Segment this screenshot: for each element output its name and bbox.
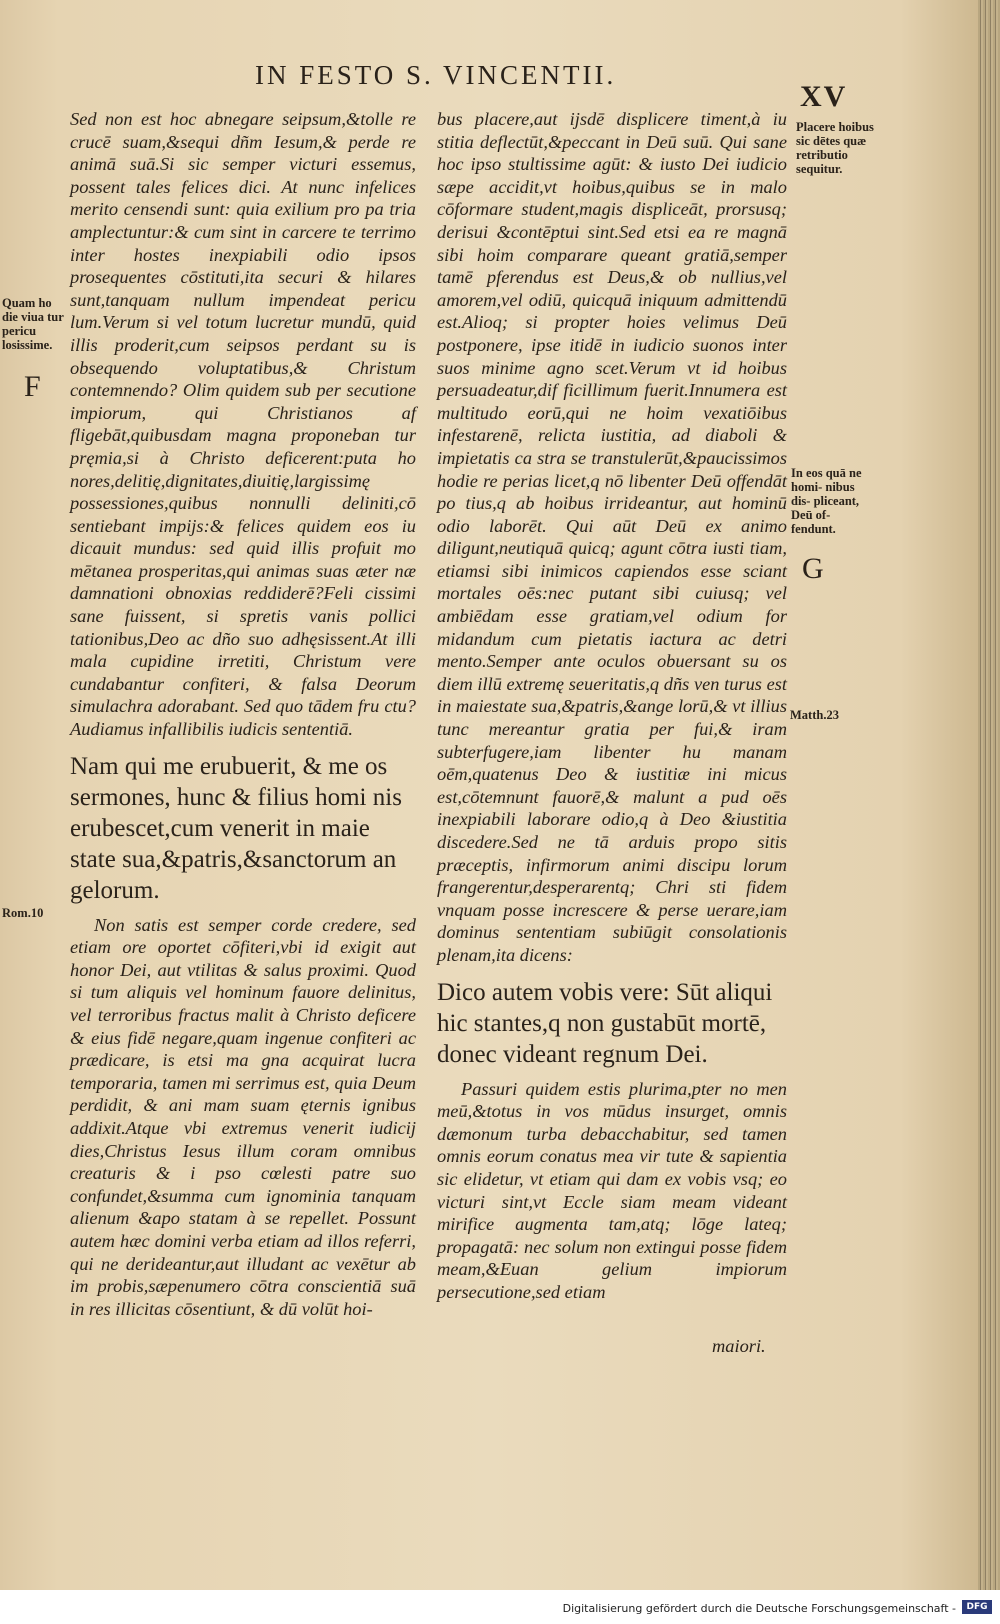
margin-note-right-1: Placere hoibus sic dētes quæ retributio sequitur. bbox=[796, 120, 874, 176]
margin-note-left-1: Quam ho die viua tur pericu losissime. bbox=[2, 296, 64, 352]
left-column bbox=[70, 108, 416, 1320]
margin-letter-f: F bbox=[24, 370, 41, 403]
dfg-logo: DFG bbox=[962, 1600, 992, 1614]
margin-note-right-3: Matth.23 bbox=[790, 708, 839, 722]
left-scripture: Nam qui me erubuerit, & me os sermones, hunc & filius homi nis erubescet,cum venerit in maie state sua,&patris,&sanctorum an gelorum. bbox=[70, 752, 402, 904]
catchword: maiori. bbox=[712, 1336, 766, 1356]
margin-note-left-2: Rom.10 bbox=[2, 906, 44, 920]
right-column bbox=[437, 108, 787, 1304]
right-paragraph: bus placere,aut ijsdē displicere timent,à iu stitia deflectūt,&peccant in Deū suū. Qui sane hoc ipso stultissime agūt: & iusto Dei iudicio sæpe accidit,vt hoibus,quibus se in malo cōformare student,magis displiceāt, prorsusq; derisui &contēptui sint.Sed etsi ea re magnā sibi hoim comparare queant gratiā,semper tamē pferendus est Deus,& ob nullius,vel amorem,vel odiū, quicquā iniquum admittendū est.Alioq; si propter hoies velimus Deū postponere, ipse itidē in iudicio suonos inter suos minime agno scet.Verum vt id hoibus persuadeatur,dif ficillimum fuerit.Innumera est multitudo eorū,qui ne hoim vexatiōibus infestarenē, relicta iustitia, ad diaboli & impietatis ca stra se transtulerūt,&paucissimos hodie re perias licet,q nō libenter Deū offendāt po tius,q ab hoibus irrideantur, aut hominū odio laborēt. Qui aūt Deū ex animo diligunt,neutiquā quicq; agunt cōtra iusti tiam, etiamsi sibi inimicos capiendos esse sciant mortales oēs:nec putant sibi cuiusq; vel ambiēdam esse gratiam,vel odium for midandum cum pietatis iactura ac detri mento.Semper ante oculos obuersant su os diem illū extremę seueritatis,q dñs ven turus est in maiestate sua,&patris,&ange lorū,& vt illius tunc mereantur gratia per fui,& iram subterfugere,iam libenter hu manam oēm,quatenus Deo & iustitiæ ini micus est,cōtemnunt fauorē,& malunt a pud oēs inexpiabili laborare odio,q à Deo &iustitia discedere.Sed ne tā arduis propo sitis præceptis, infirmorum animi discipu lorum frangerentur,desperarentq; Chri sti fidem vnquam posse increscere & perse uerare,iam dominus sententiam subiūgit consolationis plenam,ita dicens: bbox=[437, 109, 787, 965]
right-scripture: Dico autem vobis vere: Sūt aliqui hic stantes,q non gustabūt mortē, donec videant regnum Dei. bbox=[437, 978, 773, 1068]
funding-credit: Digitalisierung gefördert durch die Deutsche Forschungsgemeinschaft - bbox=[562, 1602, 956, 1615]
right-paragraph-after: Passuri quidem estis plurima,pter no men meū,&totus in vos mūdus insurget, omnis dæmonum turba debacchabitur, sed tamen omnis eorum conatus mea vir tute & sapientia sic elidetur, vt etiam qui dam ex vobis vsq; eo victuri sint,vt Eccle siam meam videant mirifice augmenta tam,atq; lōge lateq; propagatā: nec solum non extingui posse fidem meam,&Euan gelium impiorum persecutione,sed etiam bbox=[437, 1078, 787, 1302]
left-paragraph-after: Non satis est semper corde credere, sed etiam ore oportet cōfiteri,vbi id exigit aut honor Dei, aut vtilitas & salus proximi. Quod si tum aliquis vel hominum fauore delinitus, vel terroribus fractus malit à Christo deficere & eius fidē negare,quam ingenue confiteri ac prædicare, is etsi ma gna acquirat lucra temporaria, tamen mi serrimus est, quia Deum perdidit, & ani mam suam ęternis ignibus addixit.Atque vbi extremus venerit iudicij dies,Christus Iesus illum coram omnibus creaturis & i pso cœlesti patre suo confundet,&summa cum ignominia tanquam alienum &apo statam à se repellet. Possunt autem hæc domini verba etiam ad illos referri, qui ne derideantur,aut illudant ac vexētur ab im probis,sæpenumero cōtra conscientiā suā in res illicitas cōsentiunt, & dū volūt hoi- bbox=[70, 914, 416, 1319]
running-title: IN FESTO S. VINCENTII. bbox=[255, 60, 617, 90]
footer-bar bbox=[0, 1590, 1000, 1624]
left-paragraph: Sed non est hoc abnegare seipsum,&tolle re crucē suam,&sequi dñm Iesum,& perde re animā suā.Si sic semper victuri essemus, possent tales felices dici. At nunc infelices merito censendi sunt: quia exilium pro pa tria amplectuntur:& cum sint in carcere te terrimo inter hostes inexpiabili odio ipsos prosequentes cōstituti,ita securi & hilares sunt,tanquam nullum impendeat pericu lum.Verum si vel totum lucretur mundū, quid illis proderit,cum seipsos perdant su is obsequendo voluptatibus,& Christum contemnendo? Olim quidem sub per secutione impiorum, qui Christianos af fligebāt,quibusdam magna proponeban tur pręmia,si à Christo deficerent:puta ho nores,delitię,dignitates,diuitię,largissimę possessiones,quibus nonnulli deliniti,cō sentiebant impijs:& felices quidem eos iu dicauit mundus: sed quid illis profuit mo mētanea prosperitas,qui animas suas æter næ damnationi obnoxias reddiderē?Feli cissimi sane fuissent, si spretis vanis pollici tationibus,Deo ac dño suo adhęsissent.At illi mala cupidine irretiti, Christum vere cundabantur confiteri, & falsa Deorum simulachra adorabant. Sed quo tādem fru ctu?Audiamus infallibilis iudicis sententiā. bbox=[70, 109, 416, 740]
margin-note-right-2: In eos quā ne homi- nibus dis- pliceant, Deū of- fendunt. bbox=[791, 466, 862, 536]
margin-letter-g: G bbox=[802, 552, 824, 585]
page-edge bbox=[978, 0, 1000, 1590]
folio-number: XV bbox=[800, 80, 848, 113]
